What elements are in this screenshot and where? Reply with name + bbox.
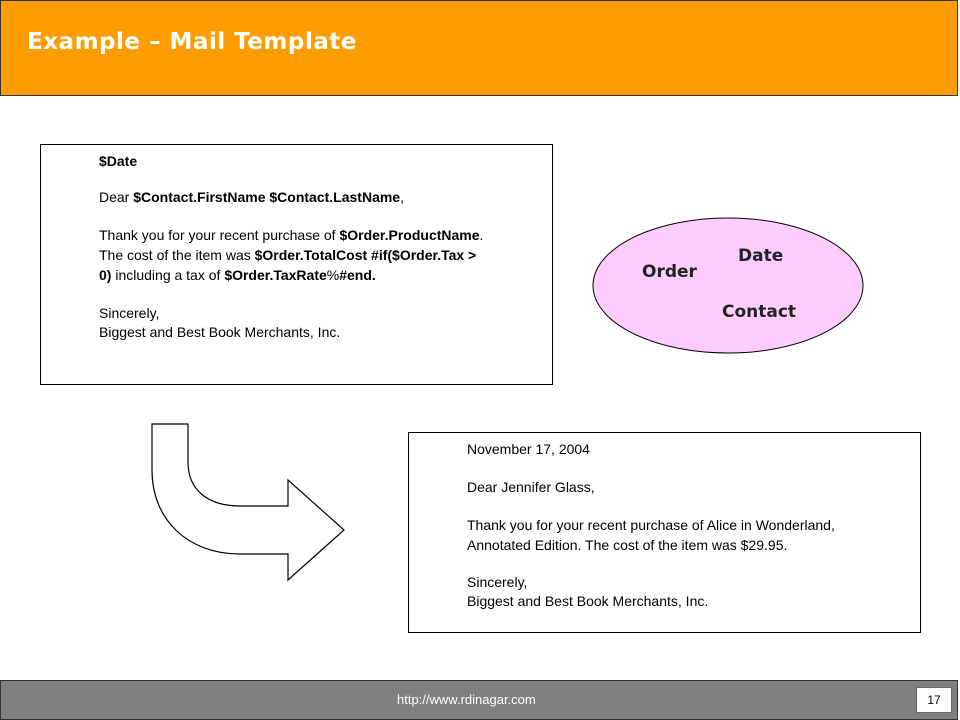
template-date: $Date <box>99 153 138 169</box>
greeting-dear: Dear <box>99 189 134 205</box>
cost-expression: $Order.TotalCost #if($Order.Tax > <box>254 247 477 263</box>
merged-letter-box <box>408 432 921 633</box>
merged-line-2: Annotated Edition. The cost of the item was $29.95. <box>467 537 788 553</box>
merged-signature: Biggest and Best Book Merchants, Inc. <box>467 593 709 609</box>
page-number: 17 <box>916 687 952 713</box>
merged-date: November 17, 2004 <box>467 441 590 457</box>
template-letter-box <box>40 144 553 385</box>
ellipse-label-contact: Contact <box>722 302 797 322</box>
slide-header <box>0 0 958 96</box>
template-signature: Biggest and Best Book Merchants, Inc. <box>99 324 341 340</box>
merged-greeting: Dear Jennifer Glass, <box>467 479 595 495</box>
merged-line-1: Thank you for your recent purchase of Alice in Wonderland, <box>467 517 835 533</box>
thanks-period: . <box>479 227 484 243</box>
slide-footer <box>0 680 958 720</box>
first-name-var: $Contact.FirstName <box>133 189 266 205</box>
end-directive: #end. <box>339 267 376 283</box>
template-greeting <box>99 187 404 207</box>
greeting-comma: , <box>400 189 404 205</box>
tax-rate-var: $Order.TaxRate <box>224 267 327 283</box>
context-ellipse <box>592 217 864 354</box>
ellipse-label-date: Date <box>738 246 784 266</box>
ellipse-label-order: Order <box>642 262 697 282</box>
thanks-prefix: Thank you for your recent purchase of <box>99 227 340 243</box>
template-cost-line <box>99 245 476 265</box>
context-ellipse-shape <box>593 218 863 353</box>
template-closing: Sincerely, <box>99 305 160 321</box>
cost-prefix: The cost of the item was <box>99 247 255 263</box>
cost-expression-cont: 0) <box>99 267 112 283</box>
product-name-var: $Order.ProductName <box>339 227 480 243</box>
last-name-var: $Contact.LastName <box>269 189 401 205</box>
slide-title: Example – Mail Template <box>27 29 357 55</box>
template-tax-line <box>99 265 376 285</box>
template-thanks-line <box>99 225 483 245</box>
footer-url: http://www.rdinagar.com <box>397 692 536 707</box>
percent-sign: % <box>326 267 340 283</box>
tax-mid: including a tax of <box>111 267 225 283</box>
merged-closing: Sincerely, <box>467 574 528 590</box>
curved-arrow-icon <box>148 420 348 590</box>
